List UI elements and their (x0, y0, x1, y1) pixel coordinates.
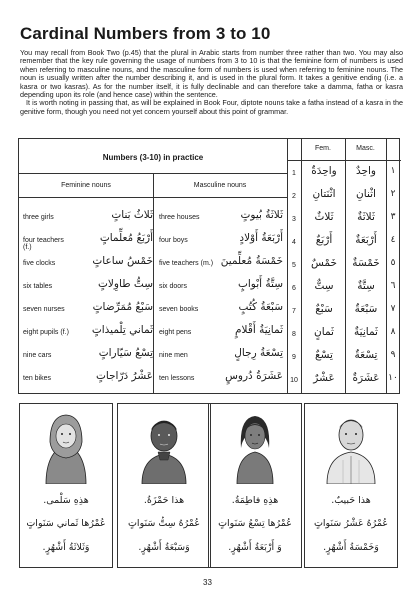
arabic-digit: ١ (390, 166, 396, 176)
table-divider (287, 160, 401, 161)
masculine-english: ten lessons (159, 375, 195, 382)
number-index: 4 (292, 239, 296, 246)
card-caption: هذا حَمْزَةُ. (143, 495, 185, 506)
girl-hijab-portrait (20, 404, 112, 484)
child-card (304, 403, 398, 568)
masculine-arabic: أَرْبَعَةُ أَوْلادٍ (239, 232, 283, 244)
masculine-english: three houses (159, 214, 200, 221)
arabic-digit: ٨ (390, 327, 396, 337)
feminine-english: ten bikes (23, 375, 52, 382)
number-row (287, 370, 401, 393)
number-masculine: أَرْبَعَةٌ (355, 234, 377, 246)
masculine-arabic: سَبْعَةُ كُتُبٍ (238, 301, 283, 313)
masculine-arabic: ثَلاثَةُ بُيوتٍ (240, 209, 283, 221)
number-index: 9 (292, 354, 296, 361)
child-card (208, 403, 302, 568)
number-index: 6 (292, 285, 296, 292)
number-row (287, 301, 401, 324)
card-caption: هذِهِ سَلْمى. (43, 495, 89, 506)
child-card (19, 403, 113, 568)
number-row (287, 186, 401, 209)
number-feminine: سِتٌّ (314, 280, 334, 292)
number-row (287, 232, 401, 255)
arabic-digit: ٩ (390, 350, 396, 360)
masculine-english: eight pens (159, 329, 192, 336)
number-feminine: سَبْعٌ (315, 303, 333, 315)
masculine-arabic: ثَمانِيَةُ أَقْلامٍ (235, 324, 283, 336)
number-index: 8 (292, 331, 296, 338)
table-row (19, 368, 287, 391)
table-divider (19, 197, 287, 198)
page-title: Cardinal Numbers from 3 to 10 (20, 24, 271, 43)
number-feminine: ثَلاثٌ (314, 211, 334, 223)
card-caption: عُمْرُها ثَماني سَنَواتٍ (26, 518, 106, 529)
number-row (287, 278, 401, 301)
card-caption: عُمْرُهُ سِتُّ سَنَواتٍ (127, 518, 201, 529)
child-card (117, 403, 211, 568)
number-feminine: خَمْسٌ (311, 257, 337, 269)
number-feminine: اثْنَتانِ (312, 188, 336, 200)
intro-text (20, 49, 403, 116)
feminine-arabic: سِتُّ طاوِلاتٍ (98, 278, 153, 290)
number-row (287, 209, 401, 232)
number-row (287, 163, 401, 186)
card-caption: وَ أَرْبَعَةُ أَشْهُرٍ. (228, 542, 282, 553)
feminine-english: six tables (23, 283, 53, 290)
table-row (19, 276, 287, 299)
masculine-nouns-header: Masculine nouns (193, 182, 247, 189)
practice-table (19, 139, 288, 393)
masculine-english: four boys (159, 237, 188, 244)
number-index: 3 (292, 216, 296, 223)
masculine-arabic: سِتَّةُ أَبْوابٍ (238, 278, 283, 290)
boy-portrait (305, 404, 397, 484)
masculine-arabic: خَمْسَةُ مُعلِّمينَ (220, 255, 283, 267)
feminine-english: seven nurses (23, 306, 65, 313)
feminine-english: five clocks (23, 260, 56, 267)
number-masculine: واحِدٌ (356, 165, 376, 177)
number-row (287, 255, 401, 278)
number-masculine: ثَلاثَةٌ (357, 211, 375, 223)
card-caption: عُمْرُهُ عَشْرُ سَنَواتٍ (313, 518, 389, 529)
feminine-arabic: ثَماني تِلْميذاتٍ (91, 324, 153, 336)
feminine-arabic: أَرْبَعُ مُعلِّماتٍ (99, 232, 153, 244)
number-masculine: ثَمانِيَةٌ (354, 326, 378, 338)
arabic-digit: ٤ (390, 235, 396, 245)
card-caption: عُمْرُها تِسْعُ سَنَواتٍ (218, 518, 292, 529)
card-caption: وَسَبْعَةُ أَشْهُرٍ. (138, 542, 190, 553)
arabic-digit: ٧ (390, 304, 396, 314)
feminine-english: nine cars (23, 352, 52, 359)
feminine-nouns-header: Feminine nouns (61, 182, 111, 189)
number-index: 1 (292, 170, 296, 177)
table-row (19, 230, 287, 253)
table-row (19, 345, 287, 368)
fem-header: Fem. (315, 145, 331, 152)
number-masculine: اثْنانِ (356, 188, 376, 200)
number-index: 5 (292, 262, 296, 269)
number-feminine: عَشْرٌ (313, 372, 335, 384)
number-feminine: أَرْبَعٌ (315, 234, 333, 246)
feminine-arabic: ثَلاثُ بَناتٍ (111, 209, 153, 221)
masculine-english: six doors (159, 283, 188, 290)
feminine-arabic: تِسْعُ سَيّاراتٍ (98, 347, 153, 359)
number-feminine: تِسْعٌ (315, 349, 333, 361)
number-index: 7 (292, 308, 296, 315)
number-masculine: تِسْعَةٌ (354, 349, 378, 361)
numbers-table (18, 138, 400, 394)
number-masculine: سَبْعَةٌ (354, 303, 378, 315)
table-row (19, 207, 287, 230)
table-row (19, 253, 287, 276)
feminine-arabic: سَبْعُ مُمَرِّضاتٍ (92, 301, 153, 313)
feminine-english: three girls (23, 214, 54, 221)
feminine-arabic: عَشْرُ دَرّاجاتٍ (95, 370, 153, 382)
girl-portrait (209, 404, 301, 484)
number-index: 2 (292, 193, 296, 200)
masculine-arabic: تِسْعَةُ رِجالٍ (234, 347, 283, 359)
card-caption: هذا حَبيبٌ. (331, 495, 371, 506)
arabic-digit: ١٠ (388, 373, 398, 383)
masculine-english: seven books (159, 306, 199, 313)
masculine-english: five teachers (m.) (159, 260, 214, 267)
number-feminine: ثَمانٍ (314, 326, 334, 338)
page-number: 33 (203, 578, 212, 587)
card-caption: هذِهِ فاطِمَةُ. (231, 495, 279, 506)
feminine-english: four teachers (f.) (23, 237, 64, 251)
practice-table-title: Numbers (3-10) in practice (102, 153, 204, 162)
card-caption: وَخَمْسَةُ أَشْهُرٍ. (323, 542, 379, 553)
number-masculine: خَمْسَةٌ (352, 257, 380, 269)
feminine-english: eight pupils (f.) (23, 329, 69, 336)
number-row (287, 324, 401, 347)
arabic-digit: ٥ (390, 258, 396, 268)
intro-paragraph-1: You may recall from Book Two (p.45) that the plural in Arabic starts from number three rather than two. You may also remember that the key rule governing the usage of numbers from 3 to 10 is that the feminine form of numbers is used when referring to masculine nouns, and the masculine form of numbers is used when referring to feminine nouns. The noun is usually written after the number describing it, and is used in the plural form. It takes a genitive ending (i.e. a kasra or two kasras). As for the number itself, it is fully declinable and can therefore take a damma, fatha or kasra depending upon its role (and hence case) within the sentence. (20, 48, 403, 100)
boy-portrait (118, 404, 210, 484)
card-caption: وَثَلاثَةُ أَشْهُرٍ. (42, 542, 90, 553)
arabic-digit: ٣ (390, 212, 396, 222)
table-row (19, 322, 287, 345)
masculine-english: nine men (159, 352, 188, 359)
masc-header: Masc. (356, 145, 375, 152)
number-feminine: واحِدَةٌ (311, 165, 337, 177)
arabic-digit: ٢ (390, 189, 396, 199)
number-masculine: عَشَرَةٌ (352, 372, 380, 384)
number-index: 10 (290, 377, 298, 384)
table-row (19, 299, 287, 322)
masculine-arabic: عَشَرَةُ دُروسٍ (225, 370, 283, 382)
feminine-arabic: خَمْسُ ساعاتٍ (92, 255, 153, 267)
intro-paragraph-2: It is worth noting in passing that, as will be explained in Book Four, diptote nouns take a fatha instead of a kasra in the genitive form, though you need not yet concern yourself about this point of grammar. (20, 98, 403, 116)
arabic-digit: ٦ (390, 281, 396, 291)
number-masculine: سِتَّةٌ (357, 280, 375, 292)
number-row (287, 347, 401, 370)
numbers-column (287, 139, 401, 393)
